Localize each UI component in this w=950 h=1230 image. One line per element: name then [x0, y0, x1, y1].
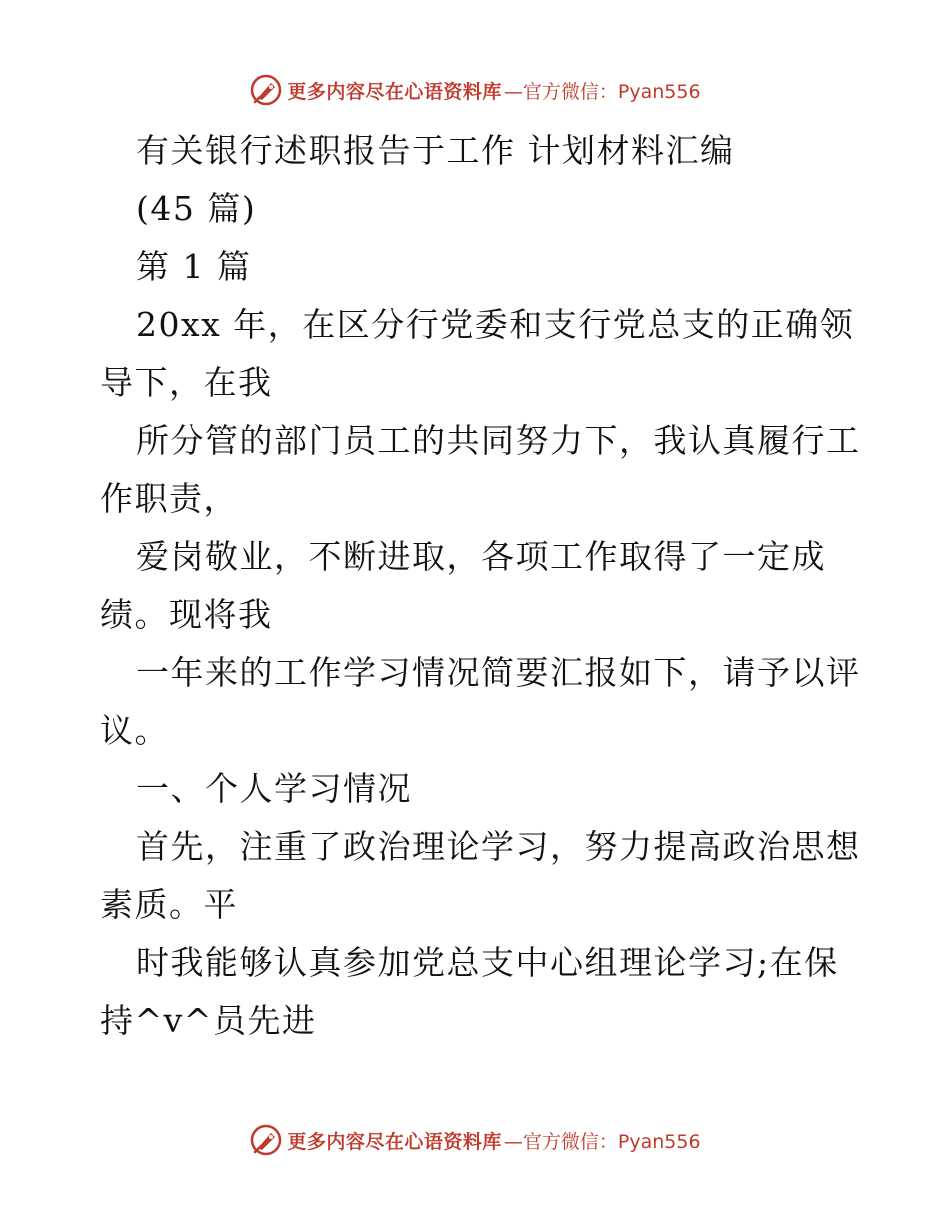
pen-nib-logo-icon	[249, 1123, 283, 1157]
footer-watermark-banner	[0, 1120, 950, 1160]
banner-contact: —官方微信：Pyan556	[503, 80, 701, 103]
pen-nib-logo-icon	[249, 73, 283, 107]
document-line: 爱岗敬业，不断进取，各项工作取得了一定成	[136, 537, 826, 576]
document-line: 时我能够认真参加党总支中心组理论学习;在保	[136, 943, 839, 982]
document-body	[100, 122, 860, 1050]
document-line: 首先，注重了政治理论学习，努力提高政治思想	[136, 827, 861, 866]
document-line: 20xx 年，在区分行党委和支行党总支的正确领	[136, 305, 855, 344]
banner-contact: —官方微信：Pyan556	[503, 1130, 701, 1153]
document-line: 导下，在我	[100, 363, 273, 402]
document-line: 所分管的部门员工的共同努力下，我认真履行工	[136, 421, 861, 460]
document-line: 一、个人学习情况	[136, 769, 412, 808]
document-line: 有关银行述职报告于工作 计划材料汇编	[136, 131, 735, 170]
header-watermark-banner	[0, 70, 950, 110]
document-line: 素质。平	[100, 885, 238, 924]
document-line: 作职责，	[100, 479, 238, 518]
document-line: 第 1 篇	[136, 247, 252, 286]
document-line: 议。	[100, 711, 169, 750]
document-line: 持^v^员先进	[100, 1001, 317, 1040]
document-line: (45 篇)	[136, 189, 257, 228]
document-line: 一年来的工作学习情况简要汇报如下，请予以评	[136, 653, 861, 692]
banner-text: 更多内容尽在心语资料库	[287, 1130, 502, 1153]
document-line: 绩。现将我	[100, 595, 273, 634]
banner-text: 更多内容尽在心语资料库	[287, 80, 502, 103]
